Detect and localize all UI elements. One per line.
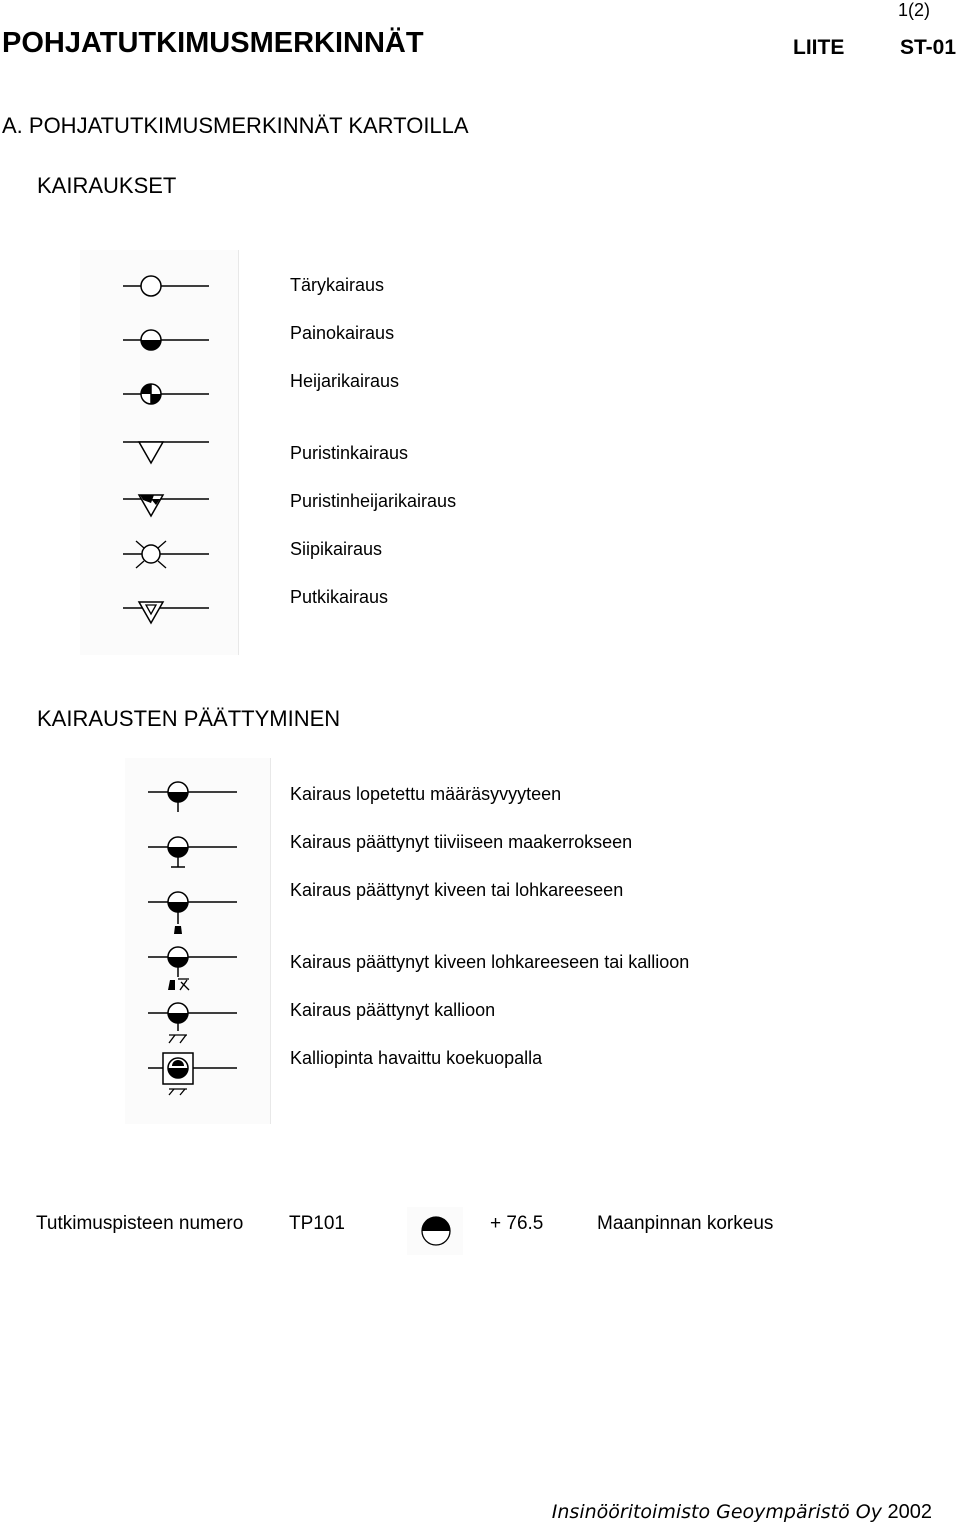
point-number-label: Tutkimuspisteen numero [36, 1213, 244, 1234]
elevation-label: Maanpinnan korkeus [597, 1213, 774, 1234]
point-id: TP101 [289, 1213, 345, 1234]
section-a-title: A. POHJATUTKIMUSMERKINNÄT KARTOILLA [2, 113, 469, 138]
label-kivi-lohkare-kallio: Kairaus päättynyt kiveen lohkareeseen tai kallioon [290, 952, 690, 972]
stone-or-rock-symbol [145, 941, 240, 993]
label-maarasyvyys: Kairaus lopetettu määräsyvyyteen [290, 784, 562, 804]
footer-company: Insinööritoimisto Geoympäristö Oy [551, 1501, 882, 1523]
elevation-value: + 76.5 [490, 1213, 544, 1234]
tube-triangle-symbol [120, 596, 212, 630]
filled-triangle-symbol [120, 489, 212, 523]
vane-circle-symbol [120, 538, 212, 572]
page-number: 1(2) [897, 0, 930, 20]
stop-depth-symbol [145, 776, 240, 816]
legend-point-symbol [405, 1205, 465, 1257]
triangle-symbol [120, 436, 212, 470]
label-siipikairaus: Siipikairaus [290, 539, 383, 559]
label-kallio: Kairaus päättynyt kallioon [290, 1000, 496, 1020]
quarter-filled-circle-symbol [120, 378, 212, 412]
half-filled-circle-symbol [120, 324, 212, 358]
appendix-code: ST-01 [900, 36, 957, 59]
dense-layer-symbol [145, 831, 240, 871]
label-putkikairaus: Putkikairaus [290, 587, 389, 607]
document-title: POHJATUTKIMUSMERKINNÄT [2, 27, 424, 59]
stone-symbol [145, 886, 240, 936]
open-circle-symbol [120, 270, 212, 304]
kairaukset-heading: KAIRAUKSET [37, 173, 177, 198]
label-puristinkairaus: Puristinkairaus [290, 443, 409, 463]
paattyminen-heading: KAIRAUSTEN PÄÄTTYMINEN [37, 706, 341, 731]
label-koekuoppa: Kalliopinta havaittu koekuopalla [290, 1048, 543, 1068]
label-heijarikairaus: Heijarikairaus [290, 371, 400, 391]
label-tarykairaus: Tärykairaus [290, 275, 385, 295]
label-tiivis-maakerros: Kairaus päättynyt tiiviiseen maakerrokseen [290, 832, 633, 852]
bedrock-symbol [145, 997, 240, 1047]
test-pit-symbol [145, 1050, 240, 1096]
footer [552, 1501, 932, 1524]
label-painokairaus: Painokairaus [290, 323, 395, 343]
appendix-label: LIITE [793, 36, 845, 59]
label-puristinheijarikairaus: Puristinheijarikairaus [290, 491, 457, 511]
label-kivi-lohkare: Kairaus päättynyt kiveen tai lohkareeseen [290, 880, 624, 900]
footer-year: 2002 [887, 1501, 932, 1523]
